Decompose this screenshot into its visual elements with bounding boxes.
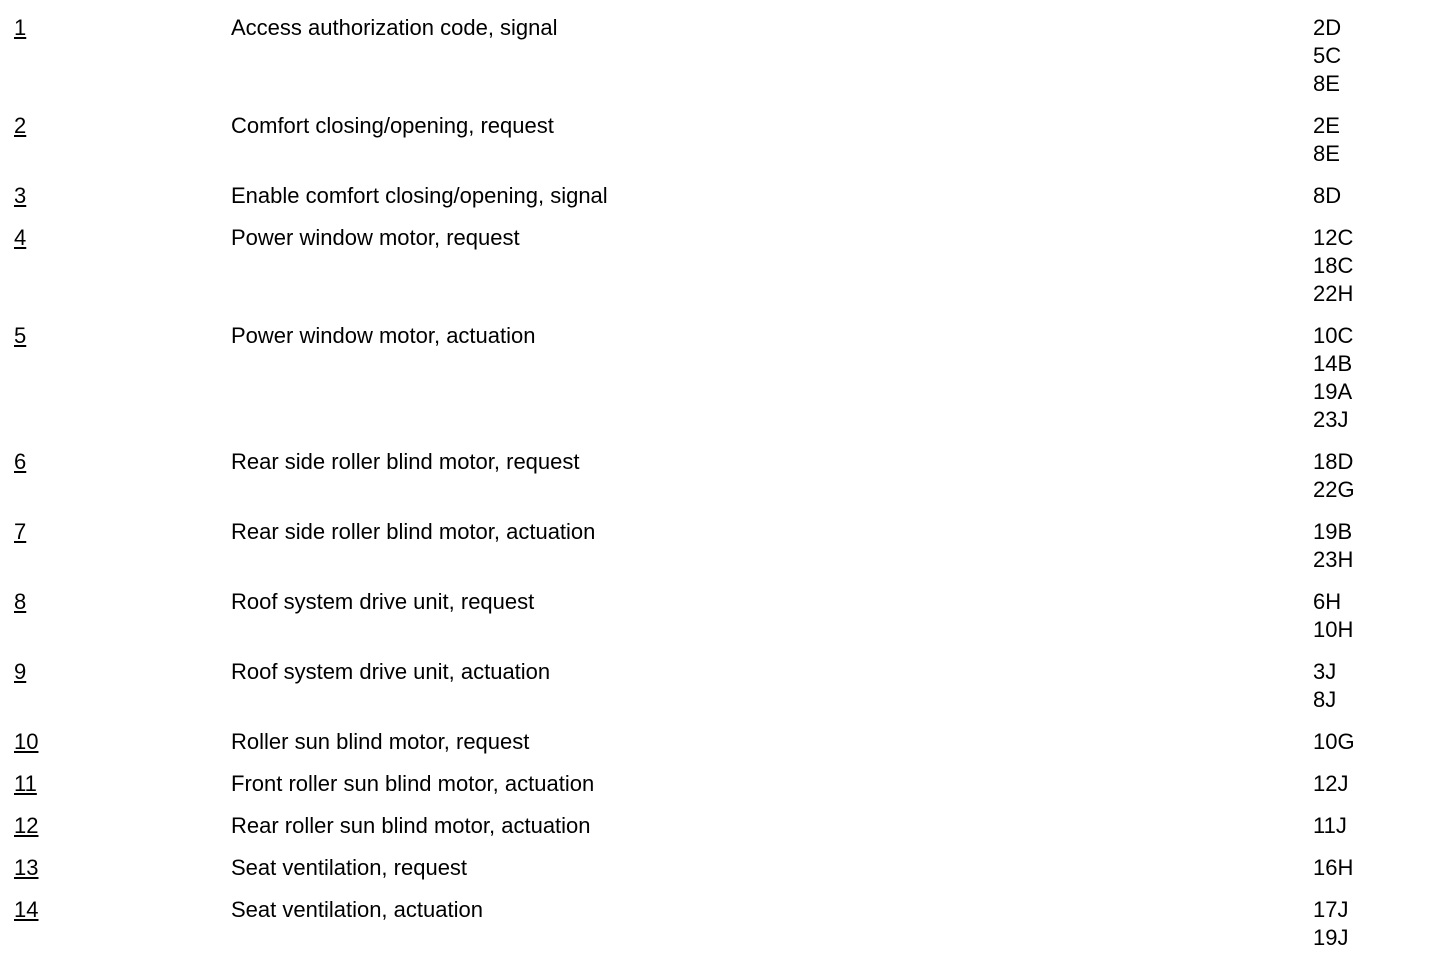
item-number-link[interactable]: 8 [14, 589, 27, 614]
grid-references [1313, 14, 1423, 98]
item-number-link[interactable]: 10 [14, 729, 39, 754]
grid-reference: 8J [1313, 687, 1337, 712]
grid-reference: 5C [1313, 43, 1342, 68]
item-description: Roller sun blind motor, request [231, 729, 530, 754]
item-description: Seat ventilation, request [231, 855, 468, 880]
item-number-cell [0, 658, 216, 686]
item-description: Rear side roller blind motor, request [231, 449, 580, 474]
grid-reference: 8E [1313, 141, 1340, 166]
item-description: Roof system drive unit, actuation [231, 659, 551, 684]
item-description: Power window motor, actuation [231, 323, 536, 348]
item-number-link[interactable]: 9 [14, 659, 27, 684]
grid-reference: 23H [1313, 547, 1354, 572]
item-number-cell [0, 854, 216, 882]
item-description: Rear side roller blind motor, actuation [231, 519, 596, 544]
item-number-link[interactable]: 6 [14, 449, 27, 474]
item-description: Comfort closing/opening, request [231, 113, 554, 138]
item-number-cell [0, 448, 216, 476]
legend-row [0, 224, 1440, 322]
grid-reference: 6H [1313, 589, 1342, 614]
item-number-cell [0, 812, 216, 840]
grid-reference: 3J [1313, 659, 1337, 684]
legend-row [0, 770, 1440, 812]
grid-references [1313, 854, 1423, 882]
grid-reference: 12J [1313, 771, 1349, 796]
grid-reference: 10G [1313, 729, 1355, 754]
grid-reference: 2E [1313, 113, 1340, 138]
grid-reference: 23J [1313, 407, 1349, 432]
legend-row [0, 728, 1440, 770]
item-number-cell [0, 322, 216, 350]
grid-reference: 10H [1313, 617, 1354, 642]
grid-references [1313, 728, 1423, 756]
grid-reference: 17J [1313, 897, 1349, 922]
grid-references [1313, 448, 1423, 504]
grid-references [1313, 896, 1423, 952]
legend-row [0, 322, 1440, 448]
legend-row [0, 112, 1440, 182]
grid-references [1313, 224, 1423, 308]
grid-reference: 18D [1313, 449, 1354, 474]
item-number-link[interactable]: 5 [14, 323, 27, 348]
grid-reference: 14B [1313, 351, 1353, 376]
item-description: Power window motor, request [231, 225, 520, 250]
grid-reference: 22H [1313, 281, 1354, 306]
legend-row [0, 448, 1440, 518]
grid-reference: 19A [1313, 379, 1353, 404]
legend-row [0, 896, 1440, 966]
grid-reference: 10C [1313, 323, 1354, 348]
legend-row [0, 812, 1440, 854]
legend-row [0, 14, 1440, 112]
item-number-cell [0, 896, 216, 924]
grid-reference: 8D [1313, 183, 1342, 208]
item-number-link[interactable]: 4 [14, 225, 27, 250]
item-number-link[interactable]: 13 [14, 855, 39, 880]
grid-references [1313, 658, 1423, 714]
grid-reference: 18C [1313, 253, 1354, 278]
item-number-cell [0, 182, 216, 210]
grid-references [1313, 812, 1423, 840]
grid-reference: 16H [1313, 855, 1354, 880]
grid-reference: 11J [1313, 813, 1347, 838]
grid-reference: 22G [1313, 477, 1355, 502]
legend-row [0, 182, 1440, 224]
item-number-cell [0, 518, 216, 546]
item-number-link[interactable]: 14 [14, 897, 39, 922]
item-description: Front roller sun blind motor, actuation [231, 771, 595, 796]
item-number-link[interactable]: 1 [14, 15, 27, 40]
item-number-link[interactable]: 3 [14, 183, 27, 208]
item-number-link[interactable]: 7 [14, 519, 27, 544]
grid-reference: 19B [1313, 519, 1353, 544]
legend-row [0, 518, 1440, 588]
item-number-link[interactable]: 12 [14, 813, 39, 838]
grid-references [1313, 518, 1423, 574]
item-number-cell [0, 14, 216, 42]
grid-references [1313, 112, 1423, 168]
grid-references [1313, 588, 1423, 644]
item-number-cell [0, 112, 216, 140]
item-number-cell [0, 770, 216, 798]
item-number-cell [0, 728, 216, 756]
legend-row [0, 854, 1440, 896]
item-description: Seat ventilation, actuation [231, 897, 483, 922]
item-number-cell [0, 224, 216, 252]
legend-table [0, 14, 1440, 966]
item-number-link[interactable]: 11 [14, 771, 37, 796]
legend-row [0, 588, 1440, 658]
item-description: Rear roller sun blind motor, actuation [231, 813, 591, 838]
item-description: Enable comfort closing/opening, signal [231, 183, 608, 208]
legend-row [0, 658, 1440, 728]
item-description: Access authorization code, signal [231, 15, 558, 40]
grid-reference: 8E [1313, 71, 1340, 96]
grid-reference: 19J [1313, 925, 1349, 950]
grid-references [1313, 182, 1423, 210]
grid-references [1313, 770, 1423, 798]
grid-references [1313, 322, 1423, 434]
item-number-link[interactable]: 2 [14, 113, 27, 138]
item-description: Roof system drive unit, request [231, 589, 535, 614]
grid-reference: 2D [1313, 15, 1342, 40]
grid-reference: 12C [1313, 225, 1354, 250]
item-number-cell [0, 588, 216, 616]
